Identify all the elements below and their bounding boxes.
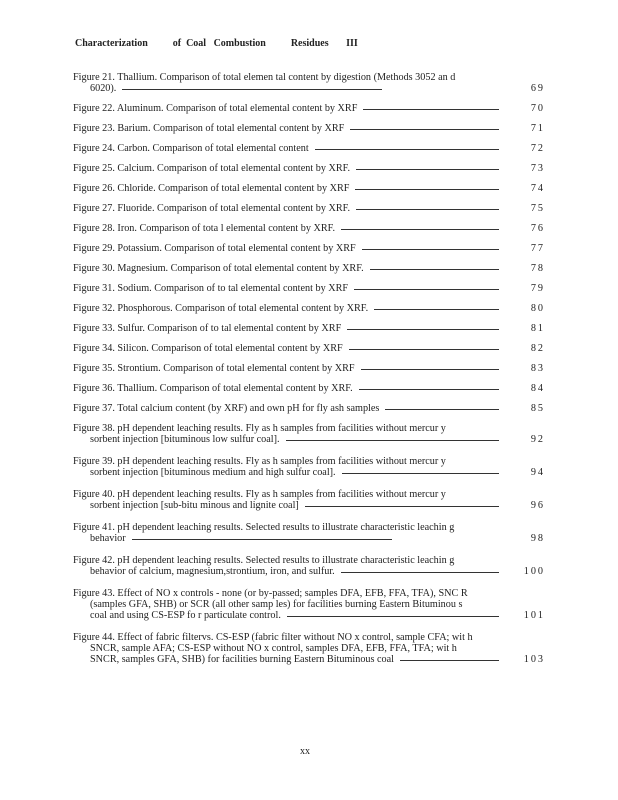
- toc-entry-text: [73, 599, 543, 610]
- toc-entry-text: [73, 456, 543, 467]
- dot-leader: [356, 169, 499, 170]
- toc-page-number: 92: [530, 434, 545, 445]
- toc-entry-line: behavior: [90, 533, 126, 544]
- toc-entry[interactable]: [73, 555, 543, 577]
- toc-entry-line: Figure 30. Magnesium. Comparison of total elemental content by XRF.: [73, 263, 364, 274]
- dot-leader: [354, 289, 499, 290]
- toc-entry[interactable]: [73, 72, 543, 94]
- toc-entry-line: (samples GFA, SHB) or SCR (all other samp les) for facilities burning Eastern Bituminou s: [90, 599, 463, 610]
- toc-entry[interactable]: [73, 343, 543, 354]
- toc-entry-line: Figure 31. Sodium. Comparison of to tal elemental content by XRF: [73, 283, 349, 294]
- toc-entry-line: Figure 22. Aluminum. Comparison of total elemental content by XRF: [73, 103, 358, 114]
- toc-entry-text: [73, 343, 543, 354]
- toc-entry-text: [73, 203, 543, 214]
- toc-entry[interactable]: [73, 303, 543, 314]
- toc-entry-text: [73, 566, 543, 577]
- dot-leader: [287, 616, 499, 617]
- toc-page-number: 83: [530, 363, 545, 374]
- toc-page-number: 82: [530, 343, 545, 354]
- toc-entry-text: [73, 654, 543, 665]
- toc-entry-text: [73, 143, 543, 154]
- toc-entry-text: [73, 223, 543, 234]
- toc-entry-line: sorbent injection [bituminous low sulfur coal].: [90, 434, 280, 445]
- toc-page-number: 75: [530, 203, 545, 214]
- toc-entry[interactable]: [73, 588, 543, 621]
- toc-entry-line: Figure 39. pH dependent leaching results. Fly as h samples from facilities without mercur y: [73, 456, 446, 467]
- dot-leader: [341, 572, 499, 573]
- toc-entry[interactable]: [73, 363, 543, 374]
- toc-entry-line: SNCR, sample AFA; CS-ESP without NO x control, samples DFA, EFB, FFA, TFA; wit h: [90, 643, 457, 654]
- toc-entry[interactable]: [73, 103, 543, 114]
- dot-leader: [315, 149, 499, 150]
- toc-entry-text: [73, 489, 543, 500]
- toc-entry-line: Figure 33. Sulfur. Comparison of to tal elemental content by XRF: [73, 323, 342, 334]
- toc-page-number: 73: [530, 163, 545, 174]
- toc-entry[interactable]: [73, 263, 543, 274]
- toc-entry-line: Figure 38. pH dependent leaching results. Fly as h samples from facilities without mercur y: [73, 423, 446, 434]
- dot-leader: [385, 409, 499, 410]
- dot-leader: [342, 473, 499, 474]
- dot-leader: [286, 440, 499, 441]
- dot-leader: [355, 189, 499, 190]
- toc-entry-text: [73, 323, 543, 334]
- toc-entry-line: behavior of calcium, magnesium,strontium, iron, and sulfur.: [90, 566, 335, 577]
- dot-leader: [132, 539, 392, 540]
- toc-page-number: 85: [530, 403, 545, 414]
- toc-entry-text: [73, 303, 543, 314]
- toc-entry-text: [73, 500, 543, 511]
- toc-entry[interactable]: [73, 123, 543, 134]
- list-of-figures: [73, 72, 543, 665]
- toc-entry-line: Figure 35. Strontium. Comparison of total elemental content by XRF: [73, 363, 355, 374]
- toc-entry-text: [73, 363, 543, 374]
- toc-entry[interactable]: [73, 632, 543, 665]
- toc-entry-line: Figure 23. Barium. Comparison of total elemental content by XRF: [73, 123, 345, 134]
- toc-entry-line: Figure 44. Effect of fabric filtervs. CS-ESP (fabric filter without NO x control, sample CFA; wit h: [73, 632, 473, 643]
- toc-page-number: 71: [530, 123, 545, 134]
- toc-entry[interactable]: [73, 203, 543, 214]
- toc-entry[interactable]: [73, 522, 543, 544]
- dot-leader: [350, 129, 499, 130]
- dot-leader: [341, 229, 499, 230]
- toc-entry-line: 6020).: [90, 83, 117, 94]
- toc-entry-text: [73, 283, 543, 294]
- toc-entry-text: [73, 632, 543, 643]
- dot-leader: [400, 660, 499, 661]
- dot-leader: [374, 309, 499, 310]
- toc-entry-text: [73, 555, 543, 566]
- dot-leader: [361, 369, 499, 370]
- toc-entry-text: [73, 467, 543, 478]
- dot-leader: [347, 329, 499, 330]
- toc-entry[interactable]: [73, 323, 543, 334]
- toc-entry-text: [73, 243, 543, 254]
- toc-entry[interactable]: [73, 423, 543, 445]
- dot-leader: [305, 506, 499, 507]
- toc-entry-text: [73, 183, 543, 194]
- toc-entry-line: Figure 26. Chloride. Comparison of total elemental content by XRF: [73, 183, 350, 194]
- toc-entry-text: [73, 83, 543, 94]
- toc-entry-text: [73, 72, 543, 83]
- dot-leader: [370, 269, 499, 270]
- toc-entry-line: Figure 42. pH dependent leaching results. Selected results to illustrate characteristic leachin g: [73, 555, 455, 566]
- dot-leader: [122, 89, 382, 90]
- toc-entry-text: [73, 423, 543, 434]
- toc-entry-line: sorbent injection [sub-bitu minous and lignite coal]: [90, 500, 299, 511]
- dot-leader: [349, 349, 499, 350]
- toc-page-number: 78: [530, 263, 545, 274]
- toc-entry[interactable]: [73, 456, 543, 478]
- toc-page-number: 96: [530, 500, 545, 511]
- toc-entry-text: [73, 103, 543, 114]
- toc-entry-line: Figure 28. Iron. Comparison of tota l elemental content by XRF.: [73, 223, 336, 234]
- toc-page-number: 72: [530, 143, 545, 154]
- toc-entry-line: Figure 34. Silicon. Comparison of total elemental content by XRF: [73, 343, 343, 354]
- toc-page-number: 103: [523, 654, 545, 665]
- toc-entry[interactable]: [73, 383, 543, 394]
- toc-entry-text: [73, 533, 543, 544]
- toc-entry-line: coal and using CS-ESP fo r particulate control.: [90, 610, 281, 621]
- toc-page-number: 80: [530, 303, 545, 314]
- toc-entry[interactable]: [73, 403, 543, 414]
- toc-entry[interactable]: [73, 489, 543, 511]
- toc-entry[interactable]: [73, 143, 543, 154]
- toc-entry-text: [73, 403, 543, 414]
- toc-entry-line: Figure 29. Potassium. Comparison of total elemental content by XRF: [73, 243, 356, 254]
- toc-page-number: 98: [530, 533, 545, 544]
- toc-entry-line: Figure 36. Thallium. Comparison of total elemental content by XRF.: [73, 383, 353, 394]
- toc-page-number: 94: [530, 467, 545, 478]
- toc-page-number: 74: [530, 183, 545, 194]
- toc-page-number: 84: [530, 383, 545, 394]
- toc-entry-line: SNCR, samples GFA, SHB) for facilities burning Eastern Bituminous coal: [90, 654, 394, 665]
- dot-leader: [363, 109, 499, 110]
- toc-page-number: 77: [530, 243, 545, 254]
- toc-page-number: 79: [530, 283, 545, 294]
- toc-entry-line: Figure 41. pH dependent leaching results. Selected results to illustrate characteristic leachin g: [73, 522, 455, 533]
- toc-entry[interactable]: [73, 223, 543, 234]
- toc-entry-text: [73, 610, 543, 621]
- toc-entry-text: [73, 163, 543, 174]
- toc-entry-text: [73, 263, 543, 274]
- toc-entry-line: Figure 24. Carbon. Comparison of total elemental content: [73, 143, 309, 154]
- toc-entry-line: Figure 25. Calcium. Comparison of total elemental content by XRF.: [73, 163, 351, 174]
- toc-page-number: 69: [530, 83, 545, 94]
- toc-entry-line: Figure 43. Effect of NO x controls - none (or by-passed; samples DFA, EFB, FFA, TFA), SNC R: [73, 588, 468, 599]
- toc-entry[interactable]: [73, 183, 543, 194]
- toc-entry[interactable]: [73, 283, 543, 294]
- toc-entry[interactable]: [73, 163, 543, 174]
- dot-leader: [362, 249, 499, 250]
- toc-entry-line: Figure 37. Total calcium content (by XRF) and own pH for fly ash samples: [73, 403, 380, 414]
- running-header: Characterization of Coal Combustion Residues III: [75, 38, 358, 49]
- toc-entry-text: [73, 522, 543, 533]
- toc-entry-text: [73, 588, 543, 599]
- toc-entry-line: Figure 32. Phosphorous. Comparison of total elemental content by XRF.: [73, 303, 369, 314]
- toc-entry-text: [73, 123, 543, 134]
- dot-leader: [359, 389, 499, 390]
- toc-page-number: 76: [530, 223, 545, 234]
- toc-entry-line: Figure 40. pH dependent leaching results. Fly as h samples from facilities without mercur y: [73, 489, 446, 500]
- toc-entry-line: sorbent injection [bituminous medium and high sulfur coal].: [90, 467, 336, 478]
- toc-entry-text: [73, 383, 543, 394]
- toc-page-number: 101: [523, 610, 545, 621]
- toc-entry-line: Figure 21. Thallium. Comparison of total elemen tal content by digestion (Methods 3052 an d: [73, 72, 456, 83]
- toc-entry[interactable]: [73, 243, 543, 254]
- toc-entry-text: [73, 643, 543, 654]
- toc-page-number: 70: [530, 103, 545, 114]
- dot-leader: [356, 209, 499, 210]
- page-number-footer: xx: [300, 746, 310, 757]
- toc-page-number: 100: [523, 566, 545, 577]
- toc-entry-line: Figure 27. Fluoride. Comparison of total elemental content by XRF.: [73, 203, 351, 214]
- toc-entry-text: [73, 434, 543, 445]
- toc-page-number: 81: [530, 323, 545, 334]
